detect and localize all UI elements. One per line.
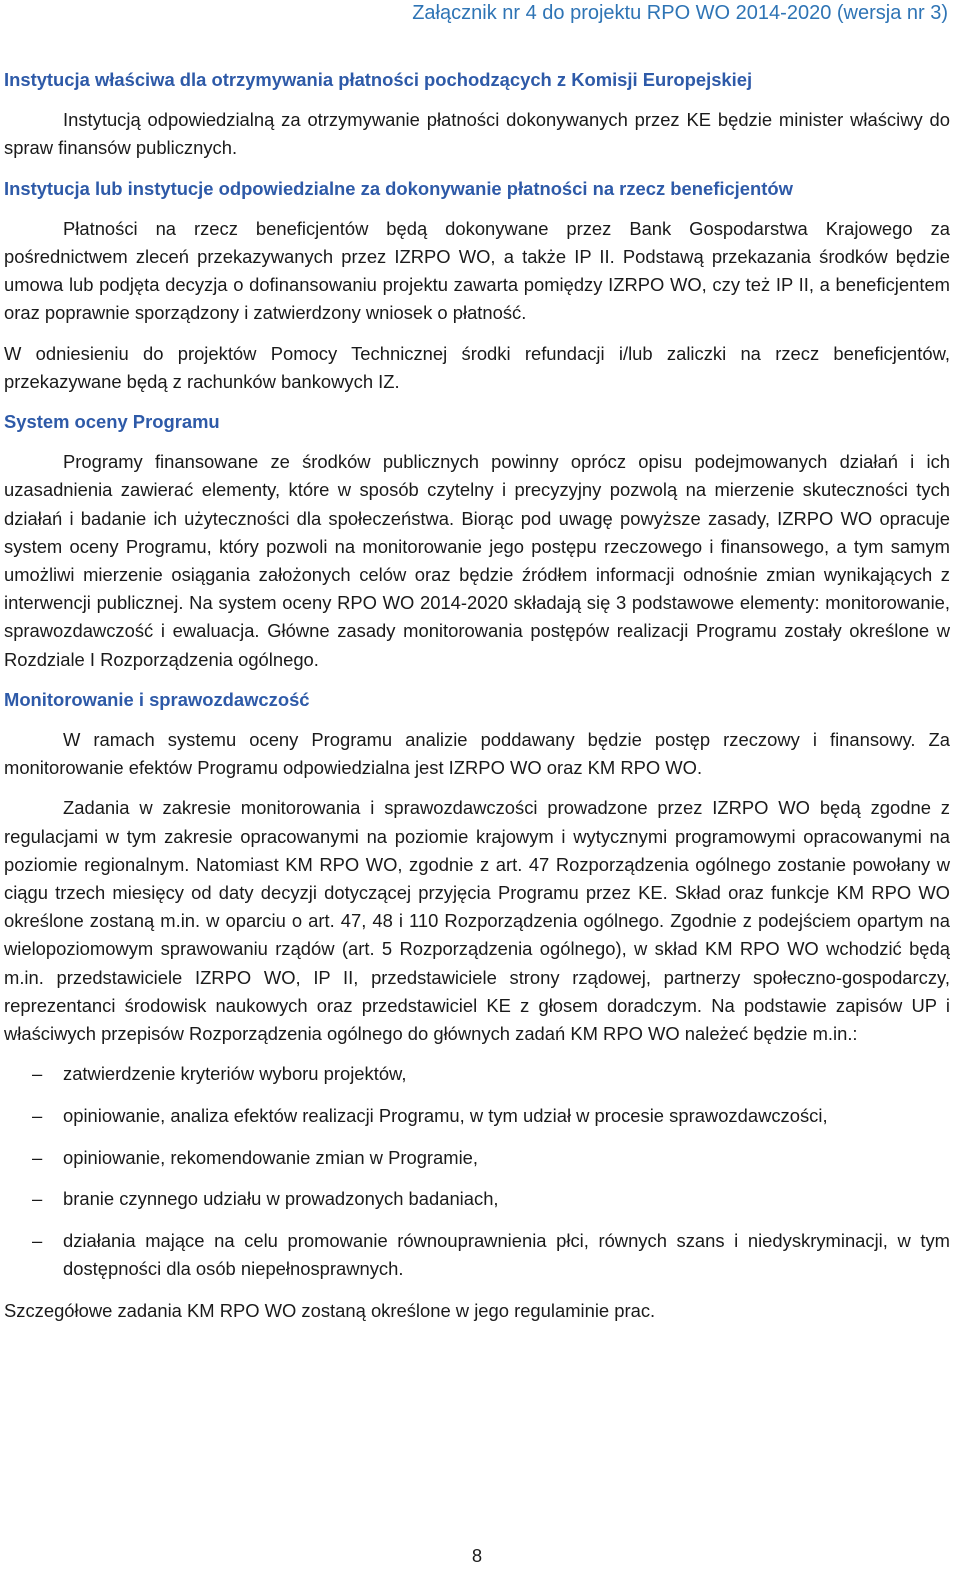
dash-marker: – xyxy=(32,1105,43,1126)
list-item xyxy=(4,1060,950,1088)
list-item xyxy=(4,1185,950,1213)
list-item-text: opiniowanie, analiza efektów realizacji Programu, w tym udział w procesie sprawozdawczości, xyxy=(63,1105,828,1126)
list-item-text: branie czynnego udziału w prowadzonych badaniach, xyxy=(63,1188,499,1210)
paragraph: Zadania w zakresie monitorowania i sprawozdawczości prowadzone przez IZRPO WO będą zgodne z regulacjami w tym zakresie opracowanymi na poziomie krajowym i wytycznymi programowymi opracowanymi na poziomie regionalnym. Natomiast KM RPO WO, zgodnie z art. 47 Rozporządzenia ogólnego zostanie powołany w ciągu trzech miesięcy od daty decyzji dotyczącej przyjęcia Programu przez KE. Skład oraz funkcje KM RPO WO określone zostaną m.in. w oparciu o art. 47, 48 i 110 Rozporządzenia ogólnego. Zgodnie z podejściem opartym na wielopoziomowym sprawowaniu rządów (art. 5 Rozporządzenia ogólnego), w skład KM RPO WO wchodzić będą m.in. przedstawiciele IZRPO WO, IP II, przedstawiciele strony rządowej, partnerzy społeczno-gospodarczy, reprezentanci środowisk naukowych oraz przedstawiciel KE z głosem doradczym. Na podstawie zapisów UP i właściwych przepisów Rozporządzenia ogólnego do głównych zadań KM RPO WO należeć będzie m.in.: xyxy=(4,797,950,1045)
paragraph: W ramach systemu oceny Programu analizie poddawany będzie postęp rzeczowy i finansowy. Za monitorowanie efektów Programu odpowiedzialna jest IZRPO WO oraz KM RPO WO. xyxy=(4,729,950,779)
dash-marker: – xyxy=(32,1188,43,1210)
km-tasks-list xyxy=(4,1060,950,1283)
dash-marker: – xyxy=(32,1063,43,1085)
paragraph: Instytucją odpowiedzialną za otrzymywanie płatności dokonywanych przez KE będzie minister właściwy do spraw finansów publicznych. xyxy=(4,109,950,159)
list-item-text: opiniowanie, rekomendowanie zmian w Programie, xyxy=(63,1146,479,1168)
paragraph: Programy finansowane ze środków publicznych powinny oprócz opisu podejmowanych działań i ich uzasadnienia zawierać elementy, które w sposób czytelny i precyzyjny pozwolą na mierzenie skuteczności tych działań i badanie ich użyteczności dla społeczeństwa. Biorąc pod uwagę powyższe zasady, IZRPO WO opracuje system oceny Programu, który pozwoli na monitorowanie jego postępu rzeczowego i finansowego, a tym samym umożliwi mierzenie osiągania założonych celów oraz będzie źródłem informacji odnośnie zmian wynikających z interwencji publicznej. Na system oceny RPO WO 2014-2020 składają się 3 podstawowe elementy: monitorowanie, sprawozdawczość i ewaluacja. Główne zasady monitorowania postępów realizacji Programu zostały określone w Rozdziale I Rozporządzenia ogólnego. xyxy=(4,451,950,670)
page-number: 8 xyxy=(471,1545,483,1566)
section-heading-payments-from-ec: Instytucja właściwa dla otrzymywania płatności pochodzących z Komisji Europejskiej xyxy=(4,69,753,90)
document-header: Załącznik nr 4 do projektu RPO WO 2014-2020 (wersja nr 3) xyxy=(412,2,948,24)
paragraph: Płatności na rzecz beneficjentów będą dokonywane przez Bank Gospodarstwa Krajowego za pośrednictwem zleceń przekazywanych przez IZRPO WO, a także IP II. Podstawą przekazania środków będzie umowa lub podjęta decyzja o dofinansowaniu projektu zawarta pomiędzy IZRPO WO, czy też IP II, a beneficjentem oraz poprawnie sporządzony i zatwierdzony wniosek o płatność. xyxy=(4,217,950,324)
list-item-text: działania mające na celu promowanie równouprawnienia płci, równych szans i niedyskryminacji, w tym dostępności dla osób niepełnosprawnych. xyxy=(63,1230,950,1280)
dash-marker: – xyxy=(32,1230,43,1252)
section-heading-payments-to-beneficiaries: Instytucja lub instytucje odpowiedzialne za dokonywanie płatności na rzecz beneficjentów xyxy=(4,177,793,199)
list-item xyxy=(4,1144,950,1172)
paragraph: Szczegółowe zadania KM RPO WO zostaną określone w jego regulaminie prac. xyxy=(4,1300,656,1322)
paragraph: W odniesieniu do projektów Pomocy Technicznej środki refundacji i/lub zaliczki na rzecz beneficjentów, przekazywane będą z rachunków bankowych IZ. xyxy=(4,342,950,392)
list-item-text: zatwierdzenie kryteriów wyboru projektów, xyxy=(63,1063,407,1085)
list-item xyxy=(4,1102,950,1130)
section-heading-monitoring-reporting: Monitorowanie i sprawozdawczość xyxy=(4,688,310,710)
section-heading-evaluation-system: System oceny Programu xyxy=(4,411,220,433)
list-item xyxy=(4,1227,950,1283)
dash-marker: – xyxy=(32,1146,43,1168)
document-body xyxy=(4,66,950,1337)
